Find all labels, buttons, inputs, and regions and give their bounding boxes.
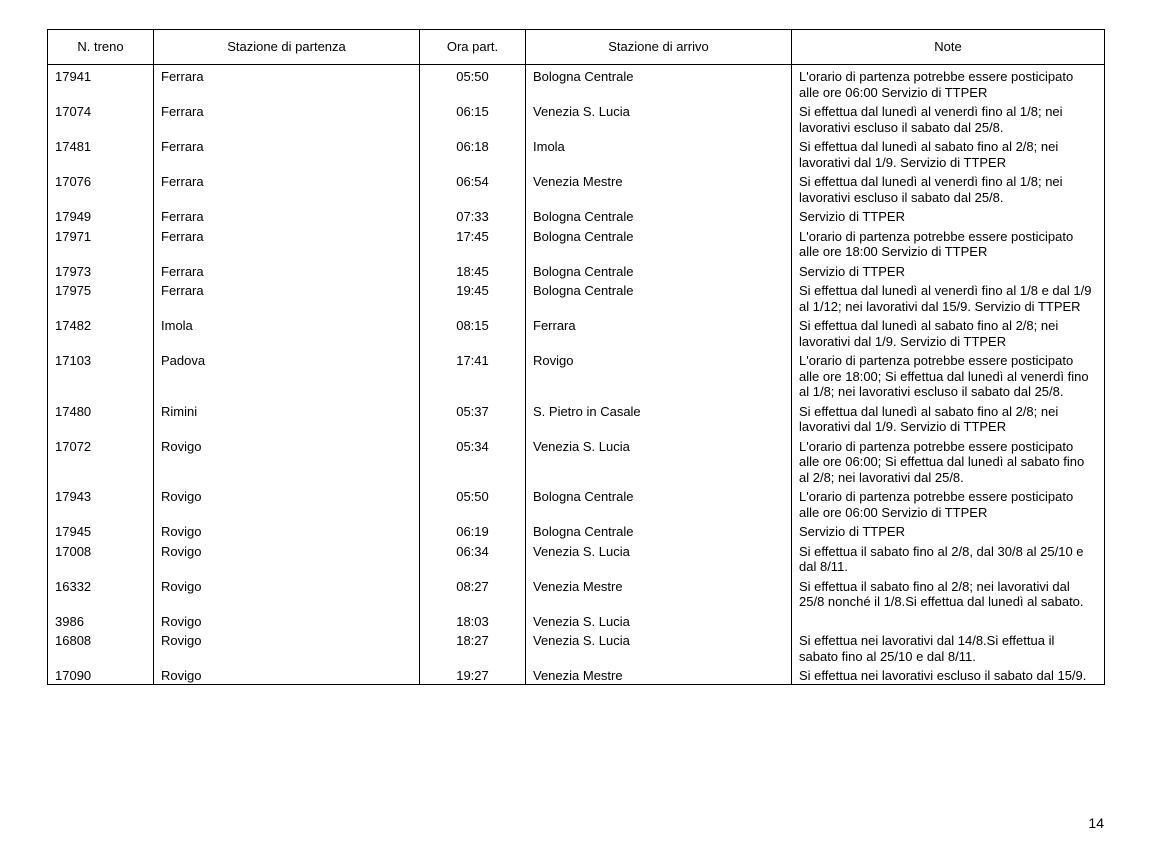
cell-departure-station: Rovigo [154,542,420,577]
cell-departure-time: 06:34 [420,542,526,577]
cell-train-number: 17949 [48,207,154,227]
cell-arrival-station: Venezia S. Lucia [526,631,792,666]
cell-notes: L'orario di partenza potrebbe essere posticipato alle ore 18:00; Si effettua dal lunedì al venerdì fino al 1/8; nei lavorativi escluso il sabato dal 25/8. [792,351,1105,402]
train-timetable [47,29,1105,685]
cell-notes: Si effettua nei lavorativi escluso il sabato dal 15/9. [792,666,1105,684]
table-row [48,65,1105,103]
cell-train-number: 17943 [48,487,154,522]
cell-arrival-station: Bologna Centrale [526,487,792,522]
header-row [48,30,1105,65]
cell-notes: Servizio di TTPER [792,207,1105,227]
table-row [48,207,1105,227]
cell-arrival-station: Venezia Mestre [526,666,792,684]
table-row [48,262,1105,282]
cell-departure-station: Padova [154,351,420,402]
cell-train-number: 17480 [48,402,154,437]
header-arrival-station: Stazione di arrivo [526,30,792,65]
cell-notes: L'orario di partenza potrebbe essere posticipato alle ore 18:00 Servizio di TTPER [792,227,1105,262]
cell-departure-station: Rovigo [154,487,420,522]
cell-notes: Servizio di TTPER [792,522,1105,542]
cell-train-number: 17090 [48,666,154,684]
cell-departure-time: 06:15 [420,102,526,137]
cell-notes: L'orario di partenza potrebbe essere posticipato alle ore 06:00; Si effettua dal lunedì al sabato fino al 2/8; nei lavorativi dal 25/8. [792,437,1105,488]
table-row [48,402,1105,437]
cell-notes: Si effettua dal lunedì al venerdì fino al 1/8 e dal 1/9 al 1/12; nei lavorativi dal 15/9. Servizio di TTPER [792,281,1105,316]
cell-departure-station: Rovigo [154,577,420,612]
table-row [48,316,1105,351]
cell-departure-station: Imola [154,316,420,351]
cell-departure-time: 06:19 [420,522,526,542]
table-row [48,281,1105,316]
cell-train-number: 17072 [48,437,154,488]
cell-departure-time: 18:45 [420,262,526,282]
timetable-body [48,65,1105,685]
cell-arrival-station: Venezia S. Lucia [526,542,792,577]
cell-arrival-station: Bologna Centrale [526,207,792,227]
table-row [48,577,1105,612]
cell-departure-time: 19:45 [420,281,526,316]
cell-departure-station: Rimini [154,402,420,437]
cell-arrival-station: Bologna Centrale [526,227,792,262]
cell-departure-station: Ferrara [154,172,420,207]
cell-departure-time: 07:33 [420,207,526,227]
cell-notes [792,612,1105,632]
cell-departure-time: 08:15 [420,316,526,351]
cell-notes: Si effettua il sabato fino al 2/8, dal 30/8 al 25/10 e dal 8/11. [792,542,1105,577]
cell-departure-time: 05:34 [420,437,526,488]
cell-departure-time: 06:18 [420,137,526,172]
cell-departure-time: 06:54 [420,172,526,207]
cell-departure-station: Ferrara [154,102,420,137]
cell-train-number: 16808 [48,631,154,666]
cell-departure-station: Rovigo [154,612,420,632]
timetable-header [48,30,1105,65]
cell-departure-time: 17:45 [420,227,526,262]
cell-notes: Si effettua dal lunedì al venerdì fino al 1/8; nei lavorativi escluso il sabato dal 25/8. [792,172,1105,207]
table-row [48,631,1105,666]
cell-train-number: 17482 [48,316,154,351]
cell-departure-time: 08:27 [420,577,526,612]
cell-departure-station: Rovigo [154,666,420,684]
table-row [48,227,1105,262]
cell-arrival-station: Bologna Centrale [526,262,792,282]
cell-departure-station: Ferrara [154,65,420,103]
cell-departure-station: Ferrara [154,281,420,316]
header-departure-station: Stazione di partenza [154,30,420,65]
cell-notes: L'orario di partenza potrebbe essere posticipato alle ore 06:00 Servizio di TTPER [792,487,1105,522]
cell-departure-station: Rovigo [154,522,420,542]
cell-departure-time: 19:27 [420,666,526,684]
table-row [48,612,1105,632]
table-row [48,172,1105,207]
table-row [48,351,1105,402]
cell-train-number: 17481 [48,137,154,172]
cell-arrival-station: Venezia S. Lucia [526,437,792,488]
cell-notes: Si effettua dal lunedì al sabato fino al 2/8; nei lavorativi dal 1/9. Servizio di TTPER [792,137,1105,172]
cell-notes: L'orario di partenza potrebbe essere posticipato alle ore 06:00 Servizio di TTPER [792,65,1105,103]
header-train-number: N. treno [48,30,154,65]
table-row [48,487,1105,522]
cell-notes: Si effettua dal lunedì al venerdì fino al 1/8; nei lavorativi escluso il sabato dal 25/8. [792,102,1105,137]
cell-arrival-station: Bologna Centrale [526,522,792,542]
cell-arrival-station: Imola [526,137,792,172]
cell-departure-station: Ferrara [154,207,420,227]
cell-train-number: 17008 [48,542,154,577]
cell-departure-station: Rovigo [154,631,420,666]
cell-arrival-station: Rovigo [526,351,792,402]
cell-train-number: 17975 [48,281,154,316]
table-row [48,542,1105,577]
cell-arrival-station: Bologna Centrale [526,281,792,316]
cell-train-number: 16332 [48,577,154,612]
cell-departure-station: Rovigo [154,437,420,488]
cell-departure-station: Ferrara [154,227,420,262]
cell-train-number: 3986 [48,612,154,632]
cell-departure-time: 05:50 [420,65,526,103]
cell-train-number: 17971 [48,227,154,262]
cell-train-number: 17074 [48,102,154,137]
table-row [48,137,1105,172]
cell-arrival-station: Venezia S. Lucia [526,612,792,632]
cell-notes: Si effettua il sabato fino al 2/8; nei lavorativi dal 25/8 nonché il 1/8.Si effettua dal lunedì al sabato. [792,577,1105,612]
cell-departure-time: 17:41 [420,351,526,402]
cell-notes: Si effettua dal lunedì al sabato fino al 2/8; nei lavorativi dal 1/9. Servizio di TTPER [792,402,1105,437]
cell-departure-time: 18:27 [420,631,526,666]
cell-notes: Si effettua nei lavorativi dal 14/8.Si effettua il sabato fino al 25/10 e dal 8/11. [792,631,1105,666]
cell-notes: Servizio di TTPER [792,262,1105,282]
cell-arrival-station: Bologna Centrale [526,65,792,103]
table-row [48,522,1105,542]
cell-arrival-station: Venezia Mestre [526,172,792,207]
cell-arrival-station: S. Pietro in Casale [526,402,792,437]
cell-departure-station: Ferrara [154,262,420,282]
cell-train-number: 17103 [48,351,154,402]
table-row [48,666,1105,684]
cell-departure-station: Ferrara [154,137,420,172]
cell-arrival-station: Ferrara [526,316,792,351]
cell-arrival-station: Venezia Mestre [526,577,792,612]
cell-departure-time: 05:50 [420,487,526,522]
cell-train-number: 17945 [48,522,154,542]
header-notes: Note [792,30,1105,65]
cell-departure-time: 05:37 [420,402,526,437]
cell-train-number: 17973 [48,262,154,282]
cell-train-number: 17076 [48,172,154,207]
cell-notes: Si effettua dal lunedì al sabato fino al 2/8; nei lavorativi dal 1/9. Servizio di TTPER [792,316,1105,351]
table-row [48,437,1105,488]
page-number: 14 [1088,815,1104,831]
cell-arrival-station: Venezia S. Lucia [526,102,792,137]
cell-departure-time: 18:03 [420,612,526,632]
cell-train-number: 17941 [48,65,154,103]
header-departure-time: Ora part. [420,30,526,65]
table-row [48,102,1105,137]
